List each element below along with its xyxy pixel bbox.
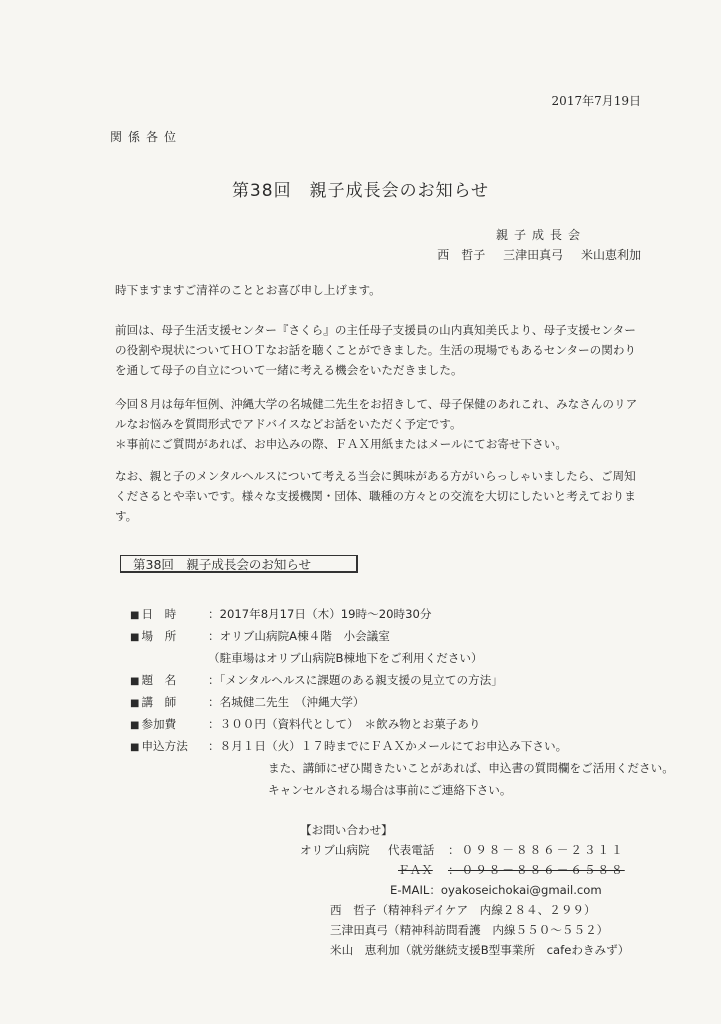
- detail-row: [130, 736, 674, 758]
- detail-row: [130, 604, 674, 626]
- question-note: ＊事前にご質問があれば、お申込みの際、ＦＡＸ用紙またはメールにてお寄せ下さい。: [115, 437, 567, 451]
- detail-label: ■ 申込方法: [130, 736, 208, 758]
- detail-row: [130, 692, 674, 714]
- phone-label: 代表電話: [388, 843, 435, 857]
- previous-session-paragraph: 前回は、母子生活支援センター『さくら』の主任母子支援員の山内真知美氏より、母子支援センターの役割や現状についてＨＯＴなお話を聴くことができました。生活の現場でもあるセンターの関わりを通して母子の自立について一緒に考える機会をいただきました。: [115, 323, 637, 377]
- contact-email-row: [300, 880, 629, 900]
- document-date: 2017年7月19日: [551, 94, 641, 108]
- detail-row: [130, 626, 674, 648]
- contact-block: [300, 820, 629, 960]
- document-title: 第38回 親子成長会のお知らせ: [231, 181, 490, 201]
- email-label: E-MAIL: [390, 883, 430, 897]
- detail-label: ■ 日 時: [130, 604, 208, 626]
- detail-row: [130, 714, 674, 736]
- organizer-name: 西 哲子: [437, 248, 486, 262]
- detail-row: [130, 780, 674, 802]
- addressee: 関係各位: [110, 130, 183, 144]
- detail-value: ：８月１日（火）１７時までにＦＡＸかメールにてお申込み下さい。: [208, 739, 568, 753]
- contact-fax-row: [300, 860, 629, 880]
- contact-heading: 【お問い合わせ】: [300, 823, 393, 837]
- this-session-text: 今回８月は毎年恒例、沖縄大学の名城健二先生をお招きして、母子保健のあれこれ、みなさんのリアルなお悩みを質問形式でアドバイスなどお話をいただく予定です。: [115, 397, 638, 431]
- detail-label: [130, 780, 208, 802]
- detail-value: ：オリブ山病院A棟４階 小会議室: [208, 629, 390, 643]
- detail-label: ■ 場 所: [130, 626, 208, 648]
- detail-value: ：2017年8月17日（木）19時～20時30分: [208, 607, 432, 621]
- detail-value: ：３００円（資料代として） ＊飲み物とお菓子あり: [208, 717, 481, 731]
- organizer-name: 三津田真弓: [503, 248, 564, 262]
- staff-contact: 米山 恵利加（就労継続支援B型事業所 cafeわきみず）: [330, 943, 630, 957]
- detail-row: [130, 758, 674, 780]
- detail-label: ■ 題 名: [130, 670, 208, 692]
- organizer-name: 米山恵利加: [580, 248, 641, 262]
- email-address[interactable]: ：oyakoseichokai@gmail.com: [429, 883, 602, 897]
- detail-label: [130, 758, 208, 780]
- organizer-names: [423, 246, 641, 263]
- detail-value: また、講師にぜひ聞きたいことがあれば、申込書の質問欄をご活用ください。: [268, 761, 674, 775]
- detail-label: [130, 648, 208, 670]
- this-session-paragraph: [115, 394, 647, 454]
- fax-number: ：０９８－８８６－６５８８: [448, 863, 625, 877]
- staff-contact: 西 哲子（精神科デイケア 内線２８４、２９９）: [330, 903, 596, 917]
- closing-paragraph: なお、親と子のメンタルヘルスについて考える当会に興味がある方がいらっしゃいましたら、ご周知くださるとや幸いです。様々な支援機関・団体、職種の方々との交流を大切にしたいと考えております。: [115, 469, 636, 523]
- organization-name: 親子成長会: [495, 228, 586, 242]
- hospital-name: オリブ山病院: [300, 843, 370, 857]
- detail-value: キャンセルされる場合は事前にご連絡下さい。: [268, 783, 512, 797]
- staff-contact: 三津田真弓（精神科訪問看護 内線５５０～５５２）: [330, 923, 609, 937]
- section-box-title: 第38回 親子成長会のお知らせ: [120, 555, 358, 573]
- detail-value: ：「メンタルヘルスに課題のある親支援の見立ての方法」: [208, 673, 503, 687]
- detail-row: [130, 648, 674, 670]
- detail-row: [130, 670, 674, 692]
- greeting-paragraph: 時下ますますご清祥のこととお喜び申し上げます。: [115, 283, 381, 297]
- contact-phone-row: [300, 840, 629, 860]
- event-details: [130, 604, 674, 802]
- detail-label: ■ 講 師: [130, 692, 208, 714]
- detail-label: ■ 参加費: [130, 714, 208, 736]
- phone-number: ：０９８－８８６－２３１１: [448, 843, 625, 857]
- detail-value: ：名城健二先生 （沖縄大学）: [208, 695, 365, 709]
- fax-label: ＦＡＸ: [398, 863, 433, 877]
- detail-value: （駐車場はオリブ山病院B棟地下をご利用ください）: [208, 651, 483, 665]
